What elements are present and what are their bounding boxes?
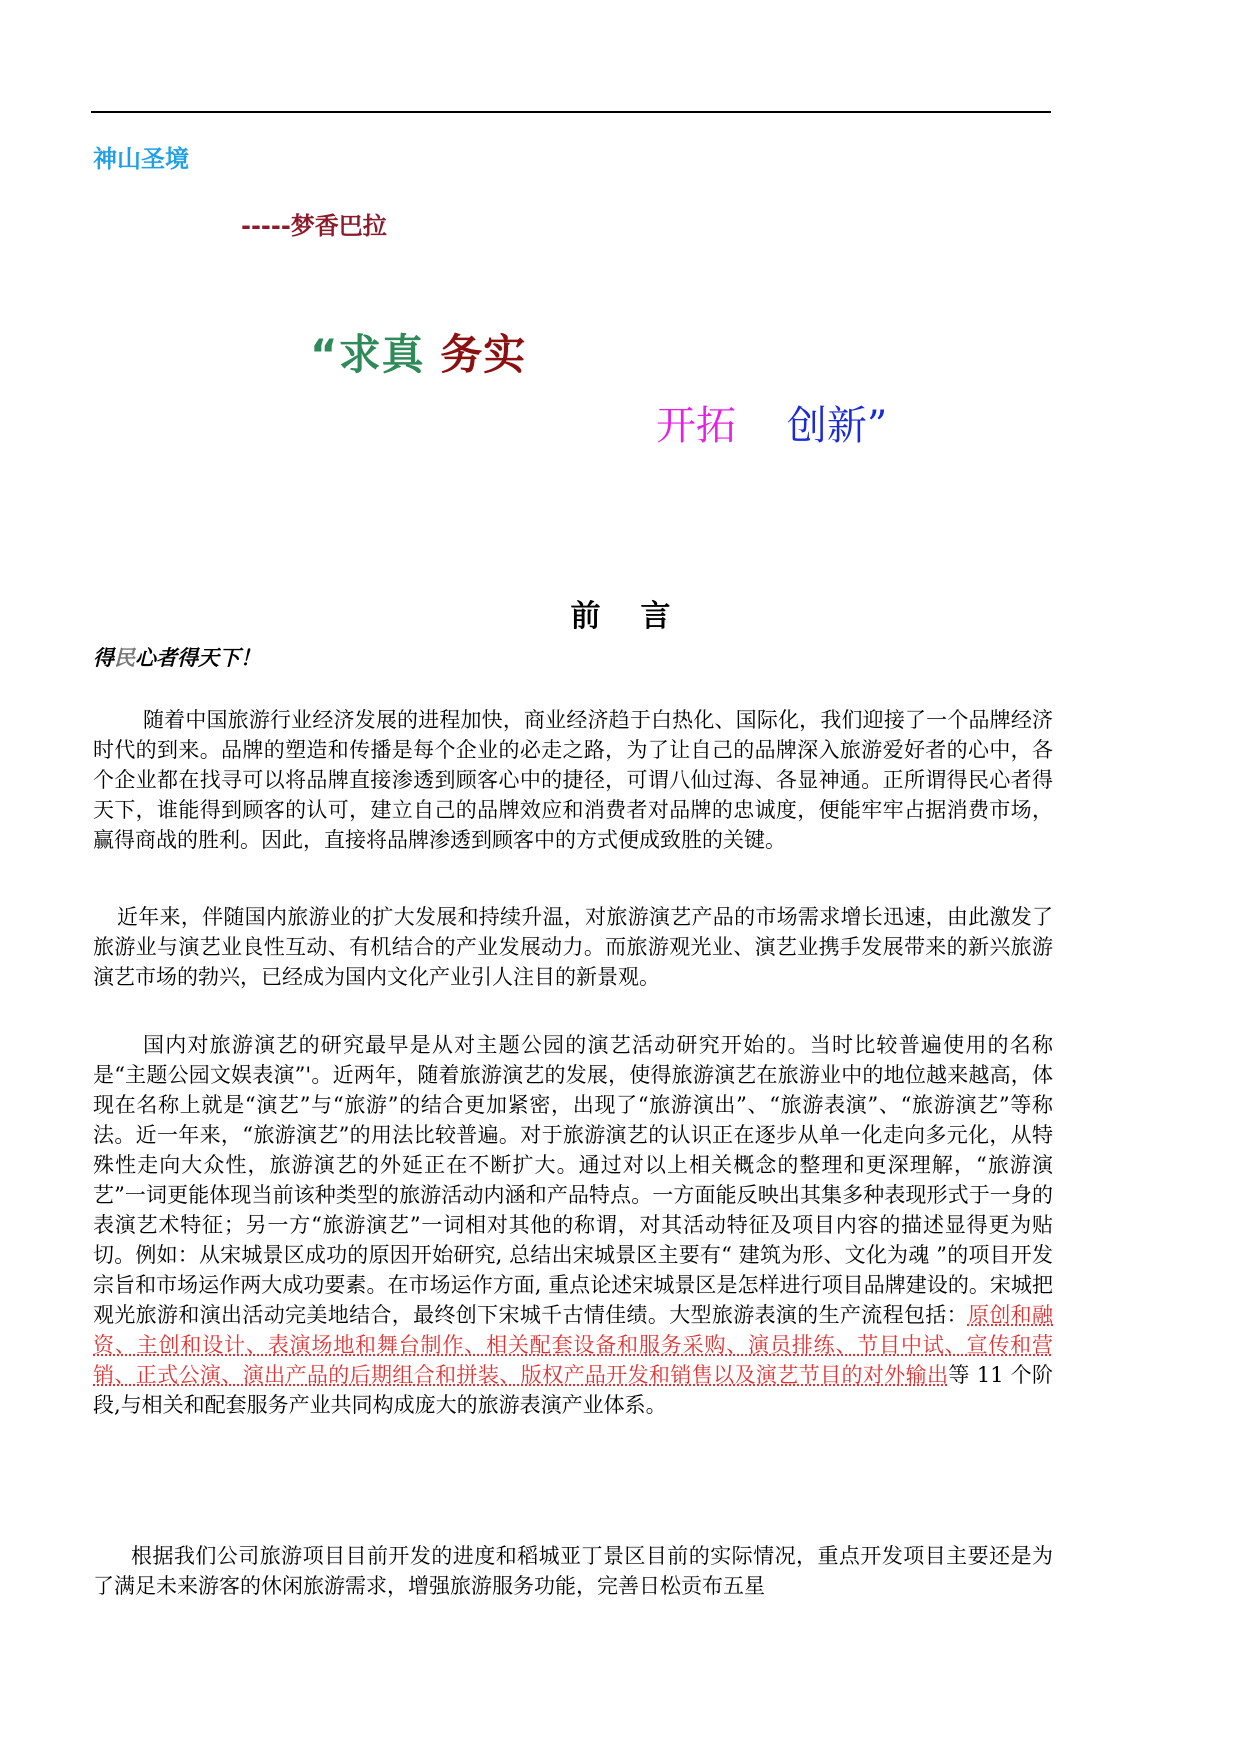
paragraph-3 bbox=[93, 1030, 1053, 1420]
slogan-line-1 bbox=[310, 322, 526, 382]
paragraph-3-text-b: 等 11 个阶段,与相关和配套服务产业共同构成庞大的旅游表演产业体系。 bbox=[93, 1363, 1054, 1417]
paragraph-2: 近年来，伴随国内旅游业的扩大发展和持续升温，对旅游演艺产品的市场需求增长迅速，由此激发了旅游业与演艺业良性互动、有机结合的产业发展动力。而旅游观光业、演艺业携手发展带来的新兴旅游演艺市场的勃兴，已经成为国内文化产业引人注目的新景观。 bbox=[93, 905, 1053, 989]
paragraph-3-text-a: 国内对旅游演艺的研究最早是从对主题公园的演艺活动研究开始的。当时比较普遍使用的名称是“主题公园文娱表演”'。近两年，随着旅游演艺的发展，使得旅游演艺在旅游业中的地位越来越高，体现在名称上就是“演艺”与“旅游”的结合更加紧密，出现了“旅游演出”、“旅游表演”、“旅游演艺”等称法。近一年来，“旅游演艺”的用法比较普遍。对于旅游演艺的认识正在逐步从单一化走向多元化，从特殊性走向大众性，旅游演艺的外延正在不断扩大。通过对以上相关概念的整理和更深理解，“旅游演艺”一词更能体现当前该种类型的旅游活动内涵和产品特点。一方面能反映出其集多种表现形式于一身的表演艺术特征；另一方“旅游演艺”一词相对其他的称谓，对其活动特征及项目内容的描述显得更为贴切。例如：从宋城景区成功的原因开始研究, 总结出宋城景区主要有“ 建筑为形、文化为魂 ”的项目开发宗旨和市场运作两大成功要素。在市场运作方面, 重点论述宋城景区是怎样进行项目品牌建设的。宋城把观光旅游和演出活动完美地结合，最终创下宋城千古情佳绩。大型旅游表演的生产流程包括： bbox=[93, 1033, 1053, 1327]
header-rule bbox=[91, 111, 1051, 113]
paragraph-3-highlight: 原创和融资、主创和设计、表演场地和舞台制作、相关配套设备和服务采购、演员排练、节目中试、宣传和营销、正式公演、演出产品的后期组合和拼装、版权产品开发和销售以及演艺节目的对外输出 bbox=[93, 1303, 1054, 1387]
slogan-line-2 bbox=[656, 394, 887, 451]
paragraph-4: 根据我们公司旅游项目目前开发的进度和稻城亚丁景区目前的实际情况，重点开发项目主要还是为了满足未来游客的休闲旅游需求，增强旅游服务功能，完善日松贡布五星 bbox=[93, 1544, 1053, 1598]
motto-part-c: 心者得天下！ bbox=[135, 646, 261, 670]
paragraph-1: 随着中国旅游行业经济发展的进程加快，商业经济趋于白热化、国际化，我们迎接了一个品牌经济时代的到来。品牌的塑造和传播是每个企业的必走之路，为了让自己的品牌深入旅游爱好者的心中，各个企业都在找寻可以将品牌直接渗透到顾客心中的捷径，可谓八仙过海、各显神通。正所谓得民心者得天下，谁能得到顾客的认可，建立自己的品牌效应和消费者对品牌的忠诚度，便能牢牢占据消费市场，赢得商战的胜利。因此，直接将品牌渗透到顾客中的方式便成致胜的关键。 bbox=[93, 708, 1053, 852]
brand-title: 神山圣境 bbox=[93, 145, 189, 173]
slogan-part-1: “求真 bbox=[310, 330, 425, 379]
section-title: 前言 bbox=[570, 599, 711, 634]
motto-part-b: 民 bbox=[114, 646, 135, 670]
motto bbox=[93, 642, 261, 672]
slogan-part-4: 创新” bbox=[786, 403, 888, 449]
brand-subtitle: -----梦香巴拉 bbox=[241, 212, 387, 240]
slogan-part-2: 务实 bbox=[440, 330, 527, 379]
motto-part-a: 得 bbox=[93, 646, 114, 670]
slogan-part-3: 开拓 bbox=[656, 403, 736, 449]
